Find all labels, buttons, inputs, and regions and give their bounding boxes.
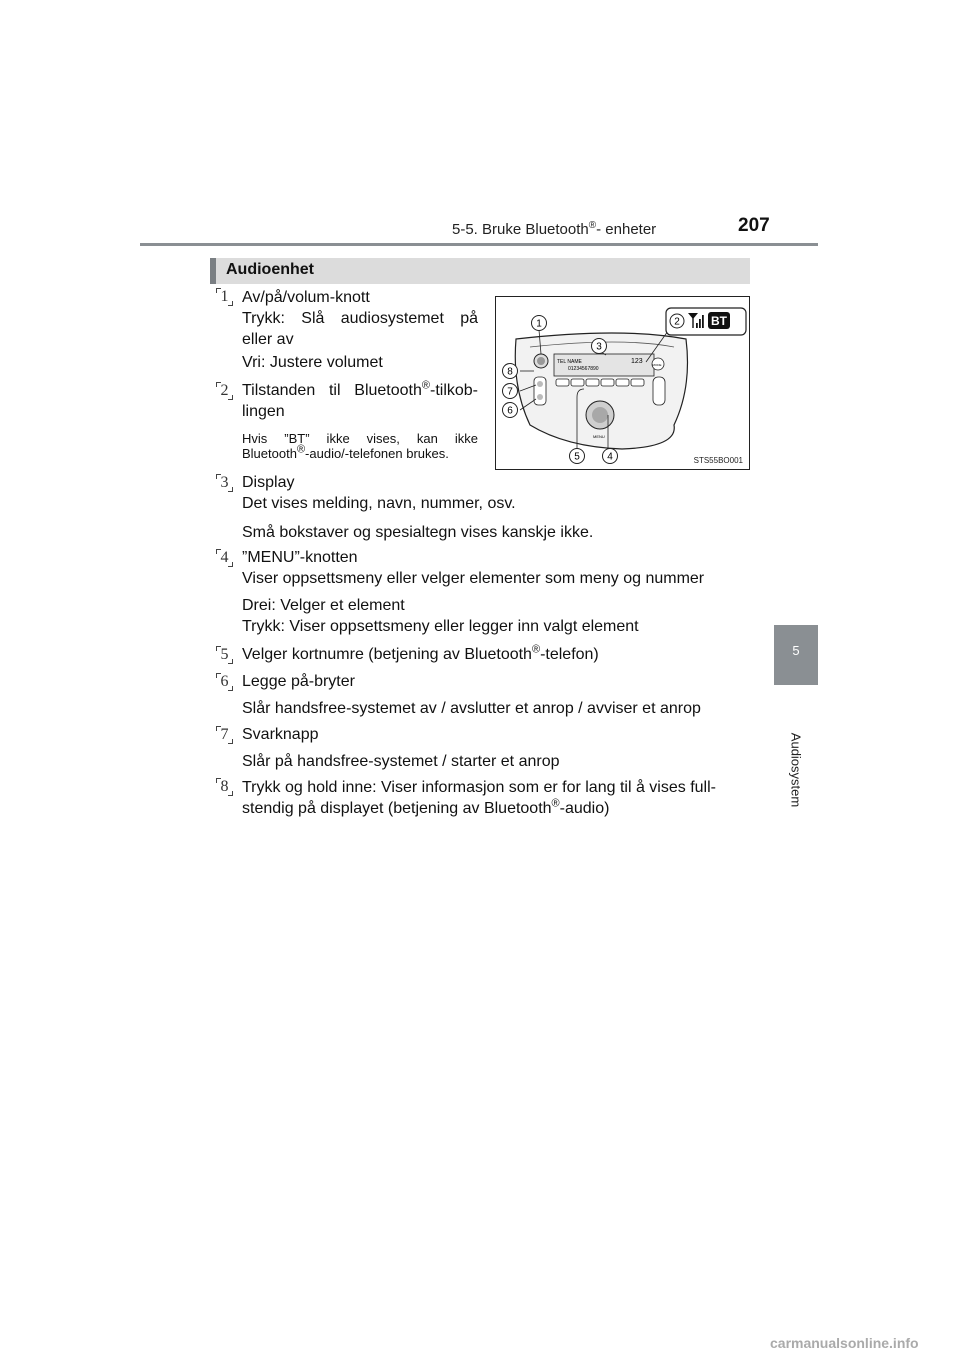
item-3-extra: Små bokstaver og spesialtegn vises kanskje ikke. [242,524,594,541]
item-2-line-1-post: -tilkob- [429,382,478,399]
item-2-note-line-2 [242,443,478,461]
answer-button [537,381,543,387]
registered-mark: ® [531,643,541,656]
callout-8: 8 [507,366,513,378]
item-3-title: Display [242,474,295,491]
item-2-text [242,380,478,422]
item-3-desc: Det vises melding, navn, nummer, osv. [242,495,516,512]
chapter-tab [774,625,818,685]
item-4-desc: Viser oppsettsmeny eller velger elementer som meny og nummer [242,570,705,587]
bt-badge-label: BT [711,314,727,328]
item-4-extra-2: Trykk: Viser oppsettsmeny eller legger inn valgt element [242,618,639,635]
section-title: Audioenhet [226,261,314,278]
callout-1: 1 [536,318,542,330]
item-number-5: 5 [216,646,233,664]
item-5-text [242,644,752,665]
header-divider [140,243,818,246]
item-2-note-pre: Bluetooth [242,446,297,461]
menu-knob-label: MENU [593,434,605,439]
registered-mark: ® [551,797,560,810]
item-2-line-2: lingen [242,403,285,420]
callout-5: 5 [574,451,580,463]
seek-button [653,377,665,405]
display-line-2: 01234567890 [568,366,599,372]
item-number-7: 7 [216,726,233,744]
callout-3: 3 [596,341,602,353]
item-4-text [242,547,752,637]
display-line-1: TEL NAME [557,359,582,365]
item-4-extra-1: Drei: Velger et element [242,597,405,614]
item-8-text [242,777,752,819]
registered-mark: ® [421,379,430,392]
item-6-text [242,671,752,719]
mode-button-label: MODE [652,363,662,367]
item-number-8: 8 [216,778,233,796]
item-4-title: ”MENU”-knotten [242,549,358,566]
item-2-note-line-1: Hvis ”BT” ikke vises, kan ikke [242,431,478,446]
item-6-extra: Slår handsfree-systemet av / avslutter et anrop / avviser et anrop [242,700,701,717]
item-number-2: 2 [216,382,233,400]
item-1-title: Av/på/volum-knott [242,289,370,306]
callout-6: 6 [507,405,513,417]
header-section-suffix: - enheter [596,221,657,238]
item-8-line-2-pre: stendig på displayet (betjening av Bluetooth [242,800,552,817]
item-1-line-3: eller av [242,331,294,348]
running-header [452,220,656,238]
item-1-line-4: Vri: Justere volumet [242,354,383,371]
chapter-label: Audiosystem [788,732,804,808]
item-3-text [242,472,752,543]
callout-7: 7 [507,386,513,398]
item-5-pre: Velger kortnumre (betjening av Bluetooth [242,646,532,663]
menu-knob-center [592,407,608,423]
item-2-line-1 [242,380,478,401]
section-heading-bar [210,258,750,284]
item-7-text [242,724,752,772]
audio-unit-figure [495,296,750,470]
item-7-title: Svarknapp [242,726,319,743]
registered-mark: ® [296,443,306,456]
item-2-note-post: -audio/-telefonen brukes. [305,446,449,461]
chapter-number: 5 [792,643,800,658]
item-5-post: -telefon) [540,646,599,663]
item-1-line-2: Trykk: Slå audiosystemet på [242,310,478,327]
registered-mark: ® [588,220,597,231]
item-number-3: 3 [216,474,233,492]
item-7-extra: Slår på handsfree-systemet / starter et anrop [242,753,560,770]
item-2-note [242,431,478,461]
audio-unit-illustration [496,297,749,469]
item-2-line-1-pre: Tilstanden til Bluetooth [242,382,422,399]
item-8-line-2-post: -audio) [559,800,610,817]
hang-up-button [537,394,543,400]
callout-2: 2 [674,316,680,328]
item-number-1: 1 [216,288,233,306]
page-number: 207 [738,215,770,236]
item-8-line-1: Trykk og hold inne: Viser informasjon som er for lang til å vises full- [242,779,716,796]
item-number-4: 4 [216,549,233,567]
header-section-prefix: 5-5. Bruke Bluetooth [452,221,589,238]
figure-code: STS55BO001 [693,456,743,465]
watermark: carmanualsonline.info [770,1335,919,1351]
item-1-text [242,287,478,373]
item-6-title: Legge på-bryter [242,673,355,690]
item-number-6: 6 [216,673,233,691]
display-number: 123 [631,358,643,365]
power-volume-knob-center [537,357,545,365]
callout-4: 4 [607,451,613,463]
